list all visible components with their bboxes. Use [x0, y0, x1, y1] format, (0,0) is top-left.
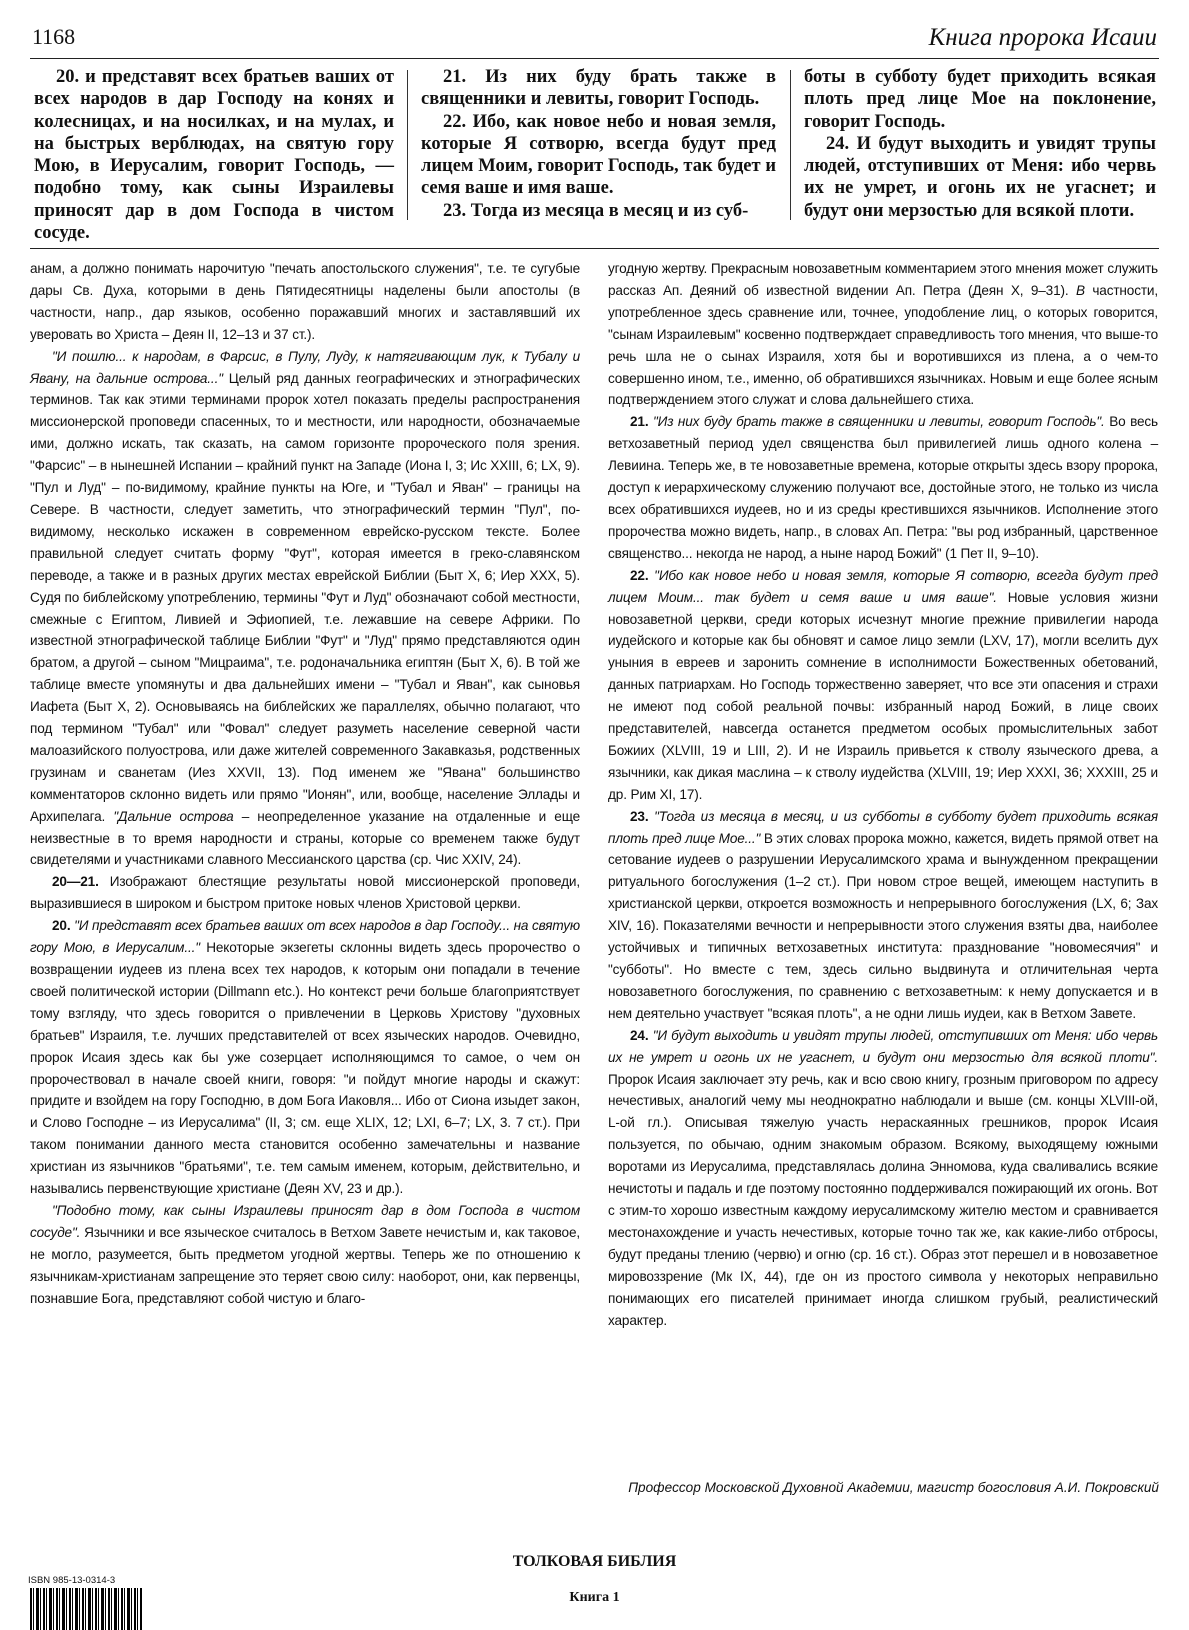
verse-paragraph: 24. И будут выходить и увидят трупы людей, отступивших от Меня: ибо червь их не умрет, и огонь их не угаснет; и будут они мерзостью для всякой плоти.: [804, 133, 1156, 221]
commentary-text: – неопределенное указание на отдаленные и еще неизвестные в то время народности и страны, которые со временем также будут свидетелями и участниками славного Мессианского царства (ср. Чис XXIV, 24).: [30, 808, 580, 868]
commentary-paragraph: [608, 258, 1158, 411]
page-header: [30, 22, 1159, 59]
commentary-paragraph: [30, 915, 580, 1200]
commentary-paragraph: [30, 258, 580, 346]
verse-column-1: [34, 66, 394, 244]
commentary-text: анам, а должно понимать нарочитую "печать апостольского служения", т.е. те сугубые дары Св. Духа, которыми в день Пятидесятницы наделены были апостолы (в частности, напр., дар языков, особенно поражавший многих и заставлявший их уверовать во Христа – Деян II, 12–13 и 37 ст.).: [30, 261, 580, 342]
running-title: Книга пророка Исаии: [928, 24, 1157, 51]
verse-column-3: [804, 66, 1156, 222]
scripture-verses: [34, 66, 1156, 244]
author-signature: Профессор Московской Духовной Академии, магистр богословия А.И. Покровский: [628, 1480, 1159, 1495]
commentary-paragraph: [608, 1025, 1158, 1332]
commentary-paragraph: [30, 346, 580, 872]
verse-number: 20.: [52, 918, 71, 934]
verse-paragraph: 23. Тогда из месяца в месяц и из суб-: [443, 200, 749, 221]
quoted-verse: "Тогда из месяца в месяц, и из субботы в субботу будет приходить всякая плоть пред лице Мое...": [608, 808, 1158, 846]
verse-number: 22.: [630, 567, 649, 583]
commentary-text: Новые условия жизни новозаветной церкви, среди которых исчезнут многие прежние привилегии народа иудейского и которые как бы обновят и самое лицо земли (LXV, 17), могли вселить дух уныния в евреев и заронить сомнение в исполнимости Божественных обетований, данных патриархам. Но Господь торжественно заверяет, что все эти опасения и страхи не имеют под собой реальной почвы: избранный народ Божий, в лице своих представителей, навсегда останется предметом особых промыслительных забот Божиих (XLVIII, 19 и LIII, 2). И не Израиль привьется к стволу языческого древа, а язычники, как дикая маслина – к стволу иудейства (XLVIII, 19; Иер XXXI, 36; XXXIII, 25 и др. Рим XI, 17).: [608, 589, 1158, 802]
barcode-icon: [30, 1588, 142, 1630]
verse-column-2: [421, 66, 776, 222]
commentary-column-right: [608, 258, 1158, 1331]
commentary-text: Пророк Исаия заключает эту речь, как и всю свою книгу, грозным приговором по адресу нечестивых, аналогий чему мы неоднократно наблюдали и выше (см. концы XLVIII-ой, L-ой гл.). Описывая тяжелую участь нераскаянных грешников, пророк Исаия пользуется, по обычаю, одним знакомым образом. Всякому, выходящему южными воротами из Иерусалима, представлялась долина Энномова, куда сваливались всякие нечистоты и падаль и где поэтому постоянно поддерживался пожирающий их огонь. Вот с этим-то хорошо известным каждому иерусалимскому жителю местом и сравнивается местонахождение и участь нечестивых, которые точно так же, как какие-либо отбросы, будут преданы тлению (червю) и огню (ср. 16 ст.). Образ этот перешел и в новозаветное мировоззрение (Мк IX, 44), где он из простого символа у некоторых неправильно понимающих его писателей принимает иногда слишком грубый, реалистический характер.: [608, 1071, 1158, 1328]
quoted-verse: "Ибо как новое небо и новая земля, которые Я сотворю, всегда будут пред лицем Моим... так будет и семя ваше и имя ваше".: [608, 567, 1158, 605]
quoted-verse: "И пошлю... к народам, в Фарсис, в Пулу, Луду, к натягивающим лук, к Тубалу и Явану, на дальние острова...": [30, 348, 580, 386]
commentary-paragraph: [30, 1200, 580, 1310]
isbn-text: ISBN 985-13-0314-3: [28, 1575, 116, 1586]
commentary-text: Во весь ветхозаветный период удел священства был привилегией лишь одного колена – Левиина. Теперь же, в те новозаветные времена, которые открыты здесь взору пророка, доступ к иерархическому служению получают все, достойные этого, не только из числа всех обратившихся иудеев, но и из среды крестившихся язычников. Исполнение этого пророчества можно видеть, напр., в словах Ап. Петра: "вы род избранный, царственное священство... некогда не народ, а ныне народ Божий" (1 Пет II, 9–10).: [608, 414, 1158, 561]
commentary-text: угодную жертву. Прекрасным новозаветным комментарием этого мнения может служить рассказ Ап. Деяний об известной видении Ап. Петра (Деян X, 9–31).: [608, 261, 1158, 298]
commentary-paragraph: [30, 871, 580, 915]
commentary-paragraph: [608, 411, 1158, 564]
commentary-column-left: [30, 258, 580, 1310]
quoted-verse: "Подобно тому, как сыны Израилевы приносят дар в дом Господа в чистом сосуде".: [30, 1202, 580, 1240]
verse-number: 23.: [630, 808, 649, 824]
footer-book-number: Книга 1: [569, 1590, 620, 1605]
quoted-verse: "Дальние острова: [113, 808, 234, 824]
commentary-text: Целый ряд данных географических и этнографических терминов. Так как этими терминами пророк хотел показать пределы распространения миссионерской проповеди спасенных, то и местности, или народности, обозначаемые ими, должно искать, так сказать, на самом горизонте пророческого поля зрения. "Фарсис" – в нынешней Испании – крайний пункт на Западе (Иона I, 3; Ис XXIII, 6; LX, 9). "Пул и Луд" – по-видимому, крайние пункты на Юге, и "Тубал и Яван" – границы на Севере. В частности, следует заметить, что этнографический термин "Пул", по-видимому, несколько искажен в современном еврейско-русском тексте. Более правильной следует считать форму "Фут", которая имеется в греко-славянском переводе, а также и в разных других местах еврейской Библии (Быт X, 6; Иер XXX, 5). Судя по библейскому употреблению, термины "Фут и Луд" обозначают собой местности, смежные с Египтом, Ливией и Эфиопией, т.е. лежавшие на севере Африки. По известной этнографической таблице Библии "Фут" и "Луд" прямо представляются один братом, а другой – сыном "Мицраима", т.е. родоначальника египтян (Быт X, 6). В той же таблице вместе упомянуты и два дальнейших имени – "Тубал и Яван", как сыновья Иафета (Быт X, 2). Основываясь на библейских же параллелях, обычно полагают, что под термином "Тубал" или "Фовал" следует разуметь население северной части малоазийского полуострова, или даже жителей современного Закавказья, родственных грузинам и сванетам (Иез XXVII, 13). Под именем же "Явана" большинство комментаторов склонно видеть или прямо "Ионян", или, вообще, население Эллады и Архипелага.: [30, 370, 580, 824]
commentary-text: В этих словах пророка можно, кажется, видеть прямой ответ на сетование иудеев о разрушении Иерусалимского храма и вынужденном прекращении ритуального богослужения (1–2 ст.). При новом строе вещей, имеющем наступить в христианской церкви, откроется возможность и непрерывного богослужения (LX, 6; Зах XIV, 16). Показателями вечности и непрерывности этого служения взяты два, наиболее устойчивых и типичных ветхозаветных института: празднование "новомесячия" и "субботы". Но вместе с тем, здесь сильно выдвинута и отличительная черта новозаветного богослужения, по сравнению с ветхозаветным: к нему допускается и в нем деятельно участвует "всякая плоть", а не одни лишь иудеи, как в Ветхом Завете.: [608, 830, 1158, 1021]
commentary-text: Изображают блестящие результаты новой миссионерской проповеди, выразившиеся в широком и быстром притоке новых членов Христовой церкви.: [30, 874, 580, 912]
verse-paragraph: 20. и представят всех братьев ваших от всех народов в дар Господу на конях и колесницах, и на носилках, и на мулах, и на быстрых верблюдах, на святую гору Мою, в Иерусалим, говорит Господь, — подобно тому, как сыны Израилевы приносят дар в дом Господа в чистом сосуде.: [34, 67, 394, 244]
commentary-text: частности, употребленное здесь сравнение или, точнее, уподобление лиц, о которых говорится, "сынам Израилевым" косвенно подтверждает справедливость того мнения, что выше-то речь шла не о сынах Израиля, хотя бы и воротившихся из плена, а о чем-то совершенно ином, т.е., именно, об обратившихся язычниках. Новым и еще более ясным подтверждением этого служат и слова дальнейшего стиха.: [608, 282, 1158, 408]
verse-number: 24.: [630, 1027, 649, 1043]
column-divider: [407, 70, 408, 220]
quoted-verse: "И будут выходить и увидят трупы людей, отступивших от Меня: ибо червь их не умрет и огонь их не угаснет, и будут они мерзостью для всякой плоти".: [608, 1027, 1158, 1065]
section-divider: [30, 248, 1159, 249]
verse-paragraph: 22. Ибо, как новое небо и новая земля, которые Я сотворю, всегда будут пред лицем Моим, говорит Господь, так будет и семя ваше и имя ваше.: [421, 111, 776, 199]
commentary-paragraph: [608, 565, 1158, 806]
commentary-text: Язычники и все языческое считалось в Ветхом Завете нечистым и, как таковое, не могло, разумеется, быть предметом угодной жертвы. Теперь же по отношению к язычникам-христианам запрещение это теряет свою силу: наоборот, они, как первенцы, познавшие Бога, представляют собой чистую и благо-: [30, 1224, 580, 1306]
verse-paragraph: 21. Из них буду брать также в священники и левиты, говорит Господь.: [421, 67, 776, 110]
verse-paragraph: боты в субботу будет приходить всякая плоть пред лице Мое на поклонение, говорит Господь.: [804, 67, 1156, 132]
footer-title: ТОЛКОВАЯ БИБЛИЯ: [512, 1553, 677, 1570]
quoted-verse: В: [1075, 282, 1085, 298]
verse-number: 21.: [630, 414, 649, 430]
commentary-paragraph: [608, 806, 1158, 1025]
commentary-text: Некоторые экзегеты склонны видеть здесь пророчество о возвращении иудеев из плена всех тех народов, к которым они попадали в течение своей политической истории (Dillmann etc.). Но контекст речи больше благоприятствует тому взгляду, что здесь говорится о привлечении в Церковь Христову "духовных братьев" Израиля, т.е. лучших представителей от всех языческих народов. Очевидно, пророк Исаия здесь как бы уже созерцает исполняющимся то самое, о чем он пророчествовал в начале своей книги, говоря: "и пойдут многие народы и скажут: придите и взойдем на гору Господню, в дом Бога Иаковля... Ибо от Сиона изыдет закон, и Слово Господне – из Иерусалима" (II, 3; см. еще XLIX, 12; LXI, 6–7; LX, 3. 7 ст.). При таком понимании данного места становится особенно замечательны и название христиан из язычников "братьями", т.е. тем самым именем, которым, действительно, и назывались первенствующие христиане (Деян XV, 23 и др.).: [30, 940, 580, 1197]
page-number: 1168: [32, 24, 76, 49]
quoted-verse: "Из них буду брать также в священники и левиты, говорит Господь".: [648, 414, 1105, 430]
verse-number: 20—21.: [52, 874, 99, 890]
quoted-verse: "И представят всех братьев ваших от всех народов в дар Господу... на святую гору Мою, в Иерусалим...": [30, 918, 580, 956]
column-divider: [790, 70, 791, 220]
